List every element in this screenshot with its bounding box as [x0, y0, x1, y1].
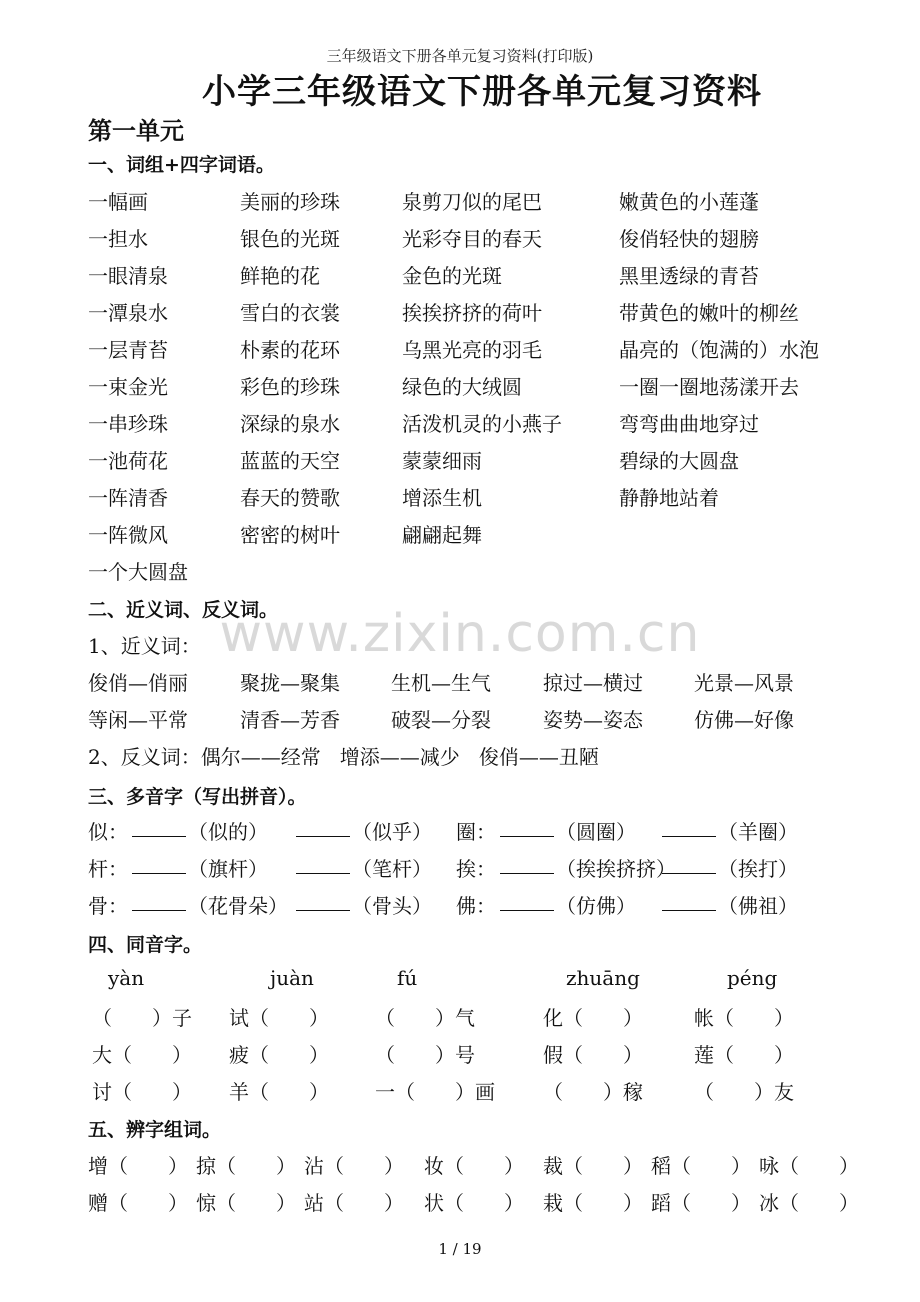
synonym-row [0, 704, 920, 734]
pinyin-label: juàn [270, 966, 314, 990]
section-3-heading: 三、多音字（写出拼音）。 [88, 786, 307, 808]
distinguish-blank[interactable]: 站（ ） [304, 1191, 404, 1215]
homophone-row [0, 1002, 920, 1032]
word-cell: 带黄色的嫩叶的柳丝 [619, 301, 799, 325]
distinguish-blank[interactable]: 状（ ） [424, 1191, 524, 1215]
word-cell: 一个大圆盘 [88, 560, 188, 584]
word-cell: 鲜艳的花 [240, 264, 320, 288]
pinyin-blank[interactable] [500, 857, 554, 874]
word-row [0, 371, 920, 401]
pinyin-label: péng [727, 966, 778, 990]
word-cell: 一眼清泉 [88, 264, 168, 288]
synonym-pair: 光景—风景 [694, 671, 794, 695]
distinguish-blank[interactable]: 冰（ ） [759, 1191, 859, 1215]
polyphone-word: （笔杆） [352, 857, 432, 881]
distinguish-blank[interactable]: 裁（ ） [543, 1154, 643, 1178]
pinyin-blank[interactable] [662, 857, 716, 874]
distinguish-blank[interactable]: 咏（ ） [759, 1154, 859, 1178]
word-cell: 密密的树叶 [240, 523, 340, 547]
distinguish-blank[interactable]: 稻（ ） [651, 1154, 751, 1178]
word-cell: 蒙蒙细雨 [402, 449, 482, 473]
word-row [0, 408, 920, 438]
word-cell: 一束金光 [88, 375, 168, 399]
homophone-blank[interactable]: （ ）号 [375, 1043, 475, 1067]
polyphone-word: （似的） [188, 820, 268, 844]
polyphone-row [0, 816, 920, 846]
synonym-pair: 破裂—分裂 [391, 708, 491, 732]
distinguish-row [0, 1150, 920, 1180]
polyphone-char: 杆： [88, 857, 128, 881]
polyphone-word: （仿佛） [556, 894, 636, 918]
homophone-blank[interactable]: 一（ ）画 [375, 1080, 495, 1104]
synonym-pair: 仿佛—好像 [694, 708, 794, 732]
word-row [0, 445, 920, 475]
word-cell: 碧绿的大圆盘 [619, 449, 739, 473]
polyphone-char: 似： [88, 820, 128, 844]
polyphone-word: （骨头） [352, 894, 432, 918]
homophone-blank[interactable]: （ ）子 [92, 1006, 192, 1030]
homophone-blank[interactable]: 羊（ ） [229, 1080, 329, 1104]
word-cell: 一池荷花 [88, 449, 168, 473]
section-5-heading: 五、辨字组词。 [88, 1119, 222, 1141]
pinyin-blank[interactable] [662, 894, 716, 911]
pinyin-blank[interactable] [296, 857, 350, 874]
word-cell: 一圈一圈地荡漾开去 [619, 375, 799, 399]
homophone-blank[interactable]: （ ）稼 [543, 1080, 643, 1104]
synonym-pair: 俊俏—俏丽 [88, 671, 188, 695]
word-cell: 晶亮的（饱满的）水泡 [619, 338, 819, 362]
pinyin-blank[interactable] [500, 820, 554, 837]
polyphone-word: （羊圈） [718, 820, 798, 844]
homophone-blank[interactable]: （ ）友 [694, 1080, 794, 1104]
distinguish-blank[interactable]: 蹈（ ） [651, 1191, 751, 1215]
synonym-pair: 生机—生气 [391, 671, 491, 695]
homophone-blank[interactable]: 莲（ ） [694, 1043, 794, 1067]
polyphone-char: 佛： [456, 894, 496, 918]
pinyin-blank[interactable] [132, 820, 186, 837]
unit-title: 第一单元 [88, 117, 184, 145]
word-row [0, 260, 920, 290]
distinguish-blank[interactable]: 妆（ ） [424, 1154, 524, 1178]
word-cell: 美丽的珍珠 [240, 190, 340, 214]
homophone-blank[interactable]: 大（ ） [92, 1043, 192, 1067]
word-cell: 活泼机灵的小燕子 [402, 412, 562, 436]
distinguish-blank[interactable]: 栽（ ） [543, 1191, 643, 1215]
word-cell: 挨挨挤挤的荷叶 [402, 301, 542, 325]
synonym-pair: 聚拢—聚集 [240, 671, 340, 695]
synonym-pair: 等闲—平常 [88, 708, 188, 732]
synonym-row [0, 667, 920, 697]
antonym-line: 2、反义词：偶尔——经常 增添——减少 俊俏——丑陋 [88, 745, 599, 769]
word-cell: 雪白的衣裳 [240, 301, 340, 325]
pinyin-blank[interactable] [132, 857, 186, 874]
homophone-row [0, 1039, 920, 1069]
synonym-pair: 清香—芳香 [240, 708, 340, 732]
section-4-heading: 四、同音字。 [88, 934, 203, 956]
homophone-blank[interactable]: 化（ ） [543, 1006, 643, 1030]
word-cell: 光彩夺目的春天 [402, 227, 542, 251]
word-cell: 一担水 [88, 227, 148, 251]
word-cell: 蓝蓝的天空 [240, 449, 340, 473]
pinyin-blank[interactable] [662, 820, 716, 837]
word-cell: 银色的光斑 [240, 227, 340, 251]
pinyin-label: zhuāng [566, 966, 640, 990]
word-cell: 翩翩起舞 [402, 523, 482, 547]
word-cell: 朴素的花环 [240, 338, 340, 362]
pinyin-blank[interactable] [132, 894, 186, 911]
word-cell: 弯弯曲曲地穿过 [619, 412, 759, 436]
word-cell: 绿色的大绒圆 [402, 375, 522, 399]
word-cell: 乌黑光亮的羽毛 [402, 338, 542, 362]
polyphone-row [0, 890, 920, 920]
polyphone-word: （佛祖） [718, 894, 798, 918]
synonym-pair: 掠过—横过 [543, 671, 643, 695]
homophone-blank[interactable]: （ ）气 [375, 1006, 475, 1030]
word-cell: 一幅画 [88, 190, 148, 214]
polyphone-row [0, 853, 920, 883]
word-cell: 一层青苔 [88, 338, 168, 362]
word-cell: 增添生机 [402, 486, 482, 510]
word-row [0, 223, 920, 253]
distinguish-blank[interactable]: 惊（ ） [196, 1191, 296, 1215]
homophone-blank[interactable]: 试（ ） [229, 1006, 329, 1030]
word-row [0, 186, 920, 216]
running-header: 三年级语文下册各单元复习资料(打印版) [326, 47, 594, 65]
word-cell: 一潭泉水 [88, 301, 168, 325]
distinguish-blank[interactable]: 沾（ ） [304, 1154, 404, 1178]
homophone-blank[interactable]: 疲（ ） [229, 1043, 329, 1067]
word-row [0, 334, 920, 364]
word-cell: 一阵清香 [88, 486, 168, 510]
word-cell: 静静地站着 [619, 486, 719, 510]
page-title: 小学三年级语文下册各单元复习资料 [202, 72, 762, 112]
polyphone-word: （圆圈） [556, 820, 636, 844]
pinyin-blank[interactable] [296, 894, 350, 911]
section-2-heading: 二、近义词、反义词。 [88, 599, 279, 621]
polyphone-char: 挨： [456, 857, 496, 881]
word-cell: 金色的光斑 [402, 264, 502, 288]
page-number: 1 / 19 [438, 1240, 482, 1258]
word-row [0, 297, 920, 327]
word-cell: 春天的赞歌 [240, 486, 340, 510]
polyphone-word: （似乎） [352, 820, 432, 844]
word-cell: 俊俏轻快的翅膀 [619, 227, 759, 251]
word-row [0, 482, 920, 512]
distinguish-blank[interactable]: 赠（ ） [88, 1191, 188, 1215]
homophone-blank[interactable]: 帐（ ） [694, 1006, 794, 1030]
pinyin-label: fú [397, 966, 418, 990]
word-cell: 嫩黄色的小莲蓬 [619, 190, 759, 214]
polyphone-word: （挨打） [718, 857, 798, 881]
pinyin-row [0, 966, 920, 996]
word-cell: 深绿的泉水 [240, 412, 340, 436]
pinyin-label: yàn [108, 966, 145, 990]
word-cell: 彩色的珍珠 [240, 375, 340, 399]
polyphone-word: （旗杆） [188, 857, 268, 881]
synonym-label: 1、近义词： [88, 634, 201, 658]
polyphone-char: 圈： [456, 820, 496, 844]
homophone-blank[interactable]: 假（ ） [543, 1043, 643, 1067]
word-cell: 一串珍珠 [88, 412, 168, 436]
homophone-blank[interactable]: 讨（ ） [92, 1080, 192, 1104]
polyphone-word: （挨挨挤挤） [556, 857, 676, 881]
synonym-pair: 姿势—姿态 [543, 708, 643, 732]
watermark: www.zixin.com.cn [219, 604, 701, 664]
homophone-row [0, 1076, 920, 1106]
distinguish-blank[interactable]: 掠（ ） [196, 1154, 296, 1178]
polyphone-word: （花骨朵） [188, 894, 288, 918]
distinguish-blank[interactable]: 增（ ） [88, 1154, 188, 1178]
polyphone-char: 骨： [88, 894, 128, 918]
word-cell: 黑里透绿的青苔 [619, 264, 759, 288]
section-1-heading: 一、词组+四字词语。 [88, 154, 275, 176]
word-row [0, 519, 920, 549]
pinyin-blank[interactable] [500, 894, 554, 911]
word-row [0, 556, 920, 586]
word-cell: 一阵微风 [88, 523, 168, 547]
word-cell: 泉剪刀似的尾巴 [402, 190, 542, 214]
distinguish-row [0, 1187, 920, 1217]
pinyin-blank[interactable] [296, 820, 350, 837]
